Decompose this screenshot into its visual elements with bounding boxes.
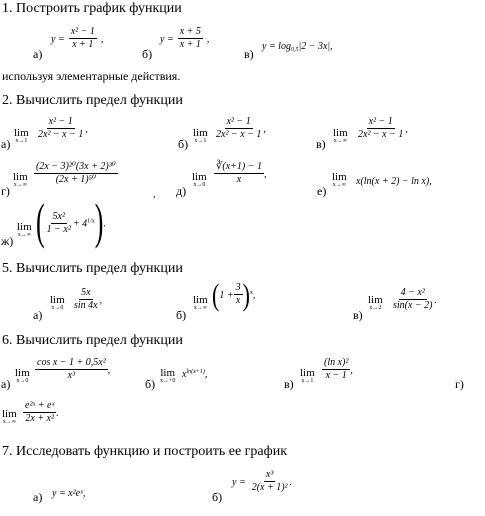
denominator: x <box>235 295 241 306</box>
task-2g-label: г) <box>1 184 10 198</box>
numerator: cos x − 1 + 0,5x² <box>37 357 106 368</box>
numerator: (ln x)² <box>324 357 349 368</box>
lim-word: lim <box>368 294 383 306</box>
task-2a-fraction: $\frac{\text{x² − 1}}{\text{2x² − x − 1}}$ , <box>38 116 88 140</box>
task-5v-fraction: $\frac{\text{4 − x²}}{\sin(x - 2)}$ . <box>393 287 438 311</box>
lim-word: lim <box>50 294 65 306</box>
numerator: x + 5 <box>179 26 201 37</box>
task-1a-label: а) <box>33 47 43 61</box>
denominator: sin(x − 2) <box>393 300 433 311</box>
task-2g-fraction <box>34 162 118 185</box>
task-1-note: используя элементарные действия. <box>2 69 181 83</box>
lim-word: lim <box>300 367 315 379</box>
task-1a-formula: y = $\frac{\text{x² − 1}}{x + 1}$ , <box>51 26 104 50</box>
lim-word: lim <box>333 127 348 139</box>
task-2zh-expr: ( $\frac{\text{5x²}}{\text{1 − x²}}$ + $4^{1/x}$). <box>36 194 106 250</box>
task-7a-label: а) <box>33 490 43 504</box>
log-base: 0,5 <box>290 47 299 53</box>
task-7b-label: б) <box>212 490 223 504</box>
denominator: (2x + 1)⁵⁰ <box>55 174 97 185</box>
lim-word: lim <box>14 127 29 139</box>
lim-2zh: lim x→∞ <box>17 221 32 238</box>
denominator: 2x² − x − 1 <box>38 129 84 140</box>
lim-word: lim <box>193 294 208 306</box>
lim-word: lim <box>17 221 32 233</box>
task-5v-label: в) <box>353 308 363 322</box>
lim-2v: lim x→∞ <box>333 127 348 144</box>
expression: y = x²eˣ <box>52 488 83 499</box>
task-6v-label: в) <box>284 377 294 391</box>
lim-word: lim <box>160 367 176 379</box>
task-1b-label: б) <box>142 47 153 61</box>
numerator: ∛(x+1) − 1 <box>216 161 262 172</box>
task-7b-formula: y = $\frac{\text{x³}}{\text{2(x + 1)²}}$ . <box>232 469 293 493</box>
lim-2e: lim x→∞ <box>332 171 347 188</box>
numerator: 3 <box>235 282 241 293</box>
task-7a-formula: y = x²eˣ, <box>52 488 86 499</box>
lim-word: lim <box>2 408 17 420</box>
denominator: 1 − x² <box>46 223 71 235</box>
task-1v-label: в) <box>244 47 254 61</box>
task-2b-fraction: $\frac{\text{x² − 1}}{\text{2x² − x − 1}}$ , <box>216 116 266 140</box>
task-2d-fraction: $\frac{∛(x+1) - 1}{x}$ , <box>216 161 267 185</box>
lim-6a: lim x→0 <box>15 367 30 384</box>
task-2e-label: е) <box>317 184 327 198</box>
lim-2b: lim x→1 <box>193 127 208 144</box>
task-5b-label: б) <box>176 308 187 322</box>
numerator: 5x <box>81 287 91 298</box>
numerator: x² − 1 <box>70 26 95 37</box>
lim-6v: lim x→1 <box>300 367 315 384</box>
denominator: 2x + x² <box>25 413 54 424</box>
task-1v-formula: $y = \log_{0,5}|2 - 3x|$, <box>262 41 333 53</box>
heading-2: 2. Вычислить предел функции <box>2 93 183 108</box>
task-2a-label: а) <box>1 137 11 151</box>
numerator: x² − 1 <box>226 116 251 127</box>
lim-5a: lim x→0 <box>50 294 65 311</box>
lim-5b: lim x→∞ <box>193 294 208 311</box>
task-6g-fraction: $\frac{\text{e²ˣ + eˣ}}{\text{2x + x²}}$ . <box>25 400 59 424</box>
denominator: 2(x + 1)² <box>251 482 288 493</box>
lim-5v: lim x→2 <box>368 294 383 311</box>
denominator: x + 1 <box>179 39 201 50</box>
expression: 1 + <box>219 290 234 302</box>
heading-5: 5. Вычислить предел функции <box>2 261 183 276</box>
lim-word: lim <box>15 367 30 379</box>
denominator: x³ <box>67 370 76 381</box>
numerator: x² − 1 <box>48 116 73 127</box>
numerator: e²ˣ + eˣ <box>25 400 55 411</box>
numerator: x³ <box>265 469 274 480</box>
task-2v-fraction: $\frac{\text{x² − 1}}{\text{2x² − x − 1}}$ , <box>358 116 408 140</box>
task-2b-label: б) <box>178 137 189 151</box>
comma: , <box>153 189 156 200</box>
heading-7: 7. Исследовать функцию и построить ее график <box>2 444 287 459</box>
expression: x(ln(x + 2) − ln x) <box>356 176 430 187</box>
task-6a-label: а) <box>1 377 11 391</box>
lim-word: lim <box>13 171 28 183</box>
denominator: x + 1 <box>72 39 94 50</box>
lim-6g: lim x→∞ <box>2 408 17 425</box>
lim-6b: lim x→+0 <box>160 367 176 384</box>
task-2e-expr: x(ln(x + 2) − ln x), <box>356 176 432 187</box>
heading-6: 6. Вычислить предел функции <box>2 333 183 348</box>
denominator: 2x² − x − 1 <box>216 129 262 140</box>
addend: + 4 <box>72 218 88 230</box>
lim-2g: lim x→∞ <box>13 171 28 188</box>
denominator: x − 1 <box>325 370 347 381</box>
task-6b-label: б) <box>145 377 156 391</box>
task-2d-label: д) <box>176 184 187 198</box>
numerator: 5x² <box>52 210 65 222</box>
task-6v-fraction: $\frac{\text{(ln x)²}}{x - 1}$ , <box>324 357 353 381</box>
task-5a-label: а) <box>33 308 43 322</box>
lim-word: lim <box>332 171 347 183</box>
lim-2a: lim x→1 <box>14 127 29 144</box>
lim-word: lim <box>192 171 207 183</box>
denominator: x <box>236 174 242 185</box>
log-argument: |2 − 3x| <box>298 41 331 52</box>
task-2zh-label: ж) <box>1 234 14 248</box>
heading-1: 1. Построить график функции <box>2 1 182 16</box>
log-expr: y = log <box>262 41 291 52</box>
task-1b-formula: y = $\frac{x + 5}{x + 1}$ , <box>160 26 210 50</box>
numerator: 4 − x² <box>400 287 425 298</box>
denominator: 2x² − x − 1 <box>358 129 404 140</box>
numerator: x² − 1 <box>368 116 393 127</box>
lim-word: lim <box>193 127 208 139</box>
numerator: (2x − 3)²⁰(3x + 2)³⁰ <box>36 161 116 172</box>
denominator: sin 4x <box>74 300 98 311</box>
task-6g-label: г) <box>455 377 464 391</box>
task-5b-expr: (1 + $\frac{3}{x}$ )$^x$, <box>212 276 256 312</box>
expression: x <box>182 369 187 380</box>
task-2v-label: в) <box>316 137 326 151</box>
task-6a-fraction: $\frac{\text{cos x − 1 + 0,5x²}}{\text{x³}}$ , <box>37 357 111 381</box>
task-5a-fraction: $\frac{5x}{\sin 4x}$ , <box>74 287 103 311</box>
lim-2d: lim x→0 <box>192 171 207 188</box>
task-6b-expr: $x^{ln(x+1)}$, <box>182 369 208 380</box>
